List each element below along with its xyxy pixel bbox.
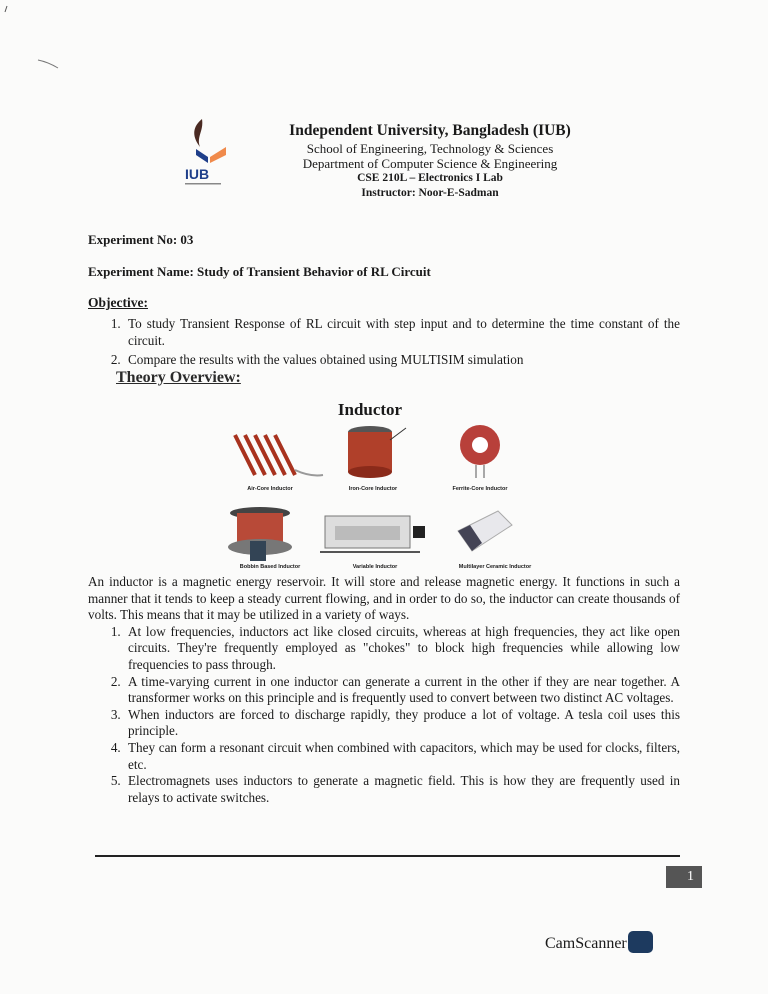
list-item: 5. Electromagnets uses inductors to generate a magnetic field. This is how they are frequently used in relays to activate switches. [124, 773, 680, 806]
department-name: Department of Computer Science & Engineering [302, 156, 558, 171]
camscanner-logo [628, 931, 653, 953]
theory-heading: Theory Overview: [116, 369, 241, 386]
caption: Multilayer Ceramic Inductor [458, 564, 532, 570]
objective-heading: Objective: [88, 295, 148, 310]
theory-body [88, 574, 680, 806]
list-item: 2. Compare the results with the values obtained using MULTISIM simulation [124, 352, 680, 369]
objective-list [88, 316, 680, 369]
caption: Ferrite-Core Inductor [452, 486, 508, 492]
iub-logo [182, 115, 238, 187]
experiment-name: Experiment Name: Study of Transient Behavior of RL Circuit [88, 264, 431, 279]
school-name: School of Engineering, Technology & Sciences [306, 141, 554, 156]
scan-mark [0, 0, 80, 80]
air-core-inductor-image [225, 425, 325, 485]
scanner-watermark: CamScanner [545, 935, 627, 952]
list-item: 3. When inductors are forced to discharge rapidly, they produce a lot of voltage. A tesla coil uses this principle. [124, 707, 680, 740]
experiment-no: Experiment No: 03 [88, 232, 194, 247]
university-name: Independent University, Bangladesh (IUB) [289, 122, 571, 139]
list-item: 1. At low frequencies, inductors act like closed circuits, whereas at high frequencies, they act like open circuits. They're frequently employed as "chokes" to block high frequencies while allowing low frequencies to pass through. [124, 624, 680, 674]
bobbin-inductor-image [225, 505, 295, 563]
ferrite-core-inductor-image [455, 420, 505, 485]
iron-core-inductor-image [340, 420, 410, 485]
page-number [666, 866, 702, 888]
multilayer-inductor-image [450, 503, 520, 558]
caption: Bobbin Based Inductor [239, 564, 301, 570]
caption: Air-Core Inductor [247, 486, 293, 492]
caption: Variable Inductor [352, 564, 398, 570]
figure-title: Inductor [337, 400, 403, 419]
course-name: CSE 210L – Electronics I Lab [357, 172, 503, 184]
list-item: 4. They can form a resonant circuit when combined with capacitors, which may be used for clocks, filters, etc. [124, 740, 680, 773]
instructor: Instructor: Noor-E-Sadman [361, 187, 499, 199]
list-item: 1. To study Transient Response of RL circuit with step input and to determine the time constant of the circuit. [124, 316, 680, 349]
intro-paragraph: An inductor is a magnetic energy reservoir. It will store and release magnetic energy. It functions in such a manner that it tends to keep a steady current flowing, and in order to do so, the inductor can create thousands of volts. This means that it may be utilized in a variety of ways. [88, 574, 680, 623]
list-item: 2. A time-varying current in one inductor can generate a current in the other if they are near together. A transformer works on this principle and is frequently used to convert between two distinct AC voltages. [124, 674, 680, 707]
logo-text: IUB [185, 166, 210, 182]
page-number-text: 1 [687, 869, 694, 884]
variable-inductor-image [315, 508, 435, 558]
footer-divider [95, 855, 680, 857]
caption: Iron-Core Inductor [348, 486, 398, 492]
